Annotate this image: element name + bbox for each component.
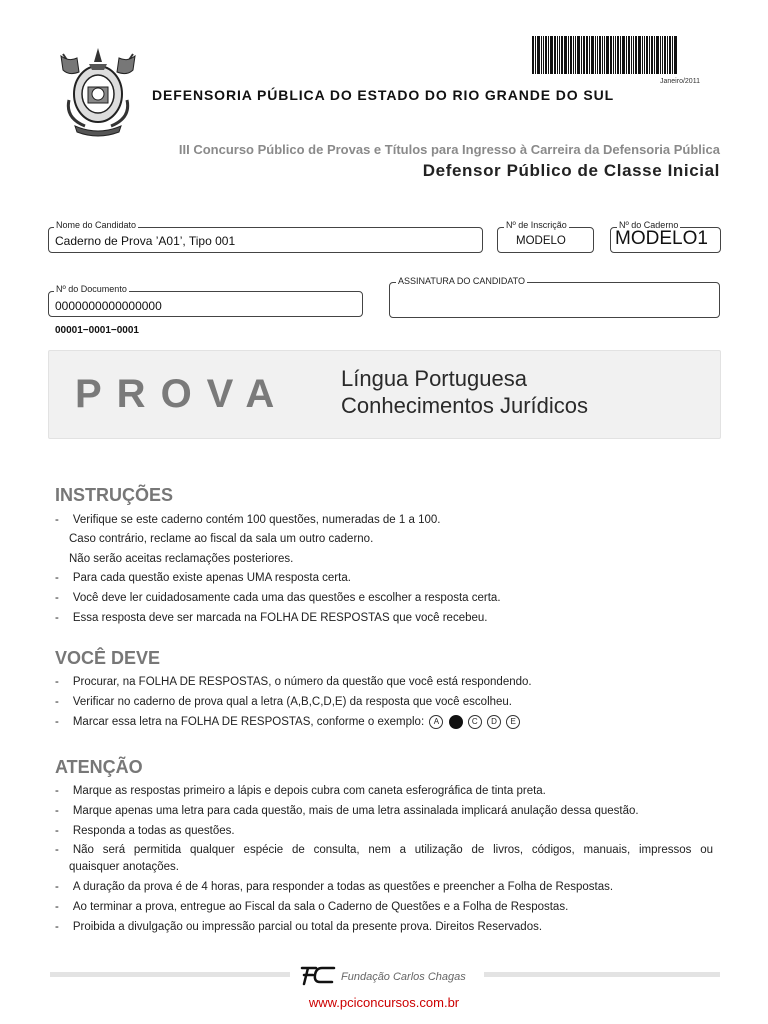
barcode-bar	[633, 36, 634, 74]
subject-2: Conhecimentos Jurídicos	[341, 393, 589, 418]
barcode-bar	[586, 36, 588, 74]
barcode-bar	[604, 36, 605, 74]
barcode-bar	[577, 36, 580, 74]
foundation-name: Fundação Carlos Chagas	[341, 971, 466, 983]
barcode-bar	[610, 36, 612, 74]
position-title: Defensor Público de Classe Inicial	[422, 161, 720, 180]
answer-bubble-d: D	[487, 715, 501, 729]
barcode-bar	[548, 36, 549, 74]
barcode-bar	[606, 36, 609, 74]
list-item: - Você deve ler cuidadosamente cada uma das questões e escolher a resposta certa.	[55, 592, 501, 604]
barcode-bar	[617, 36, 619, 74]
fcc-logo-icon	[298, 962, 338, 988]
barcode-bar	[559, 36, 560, 74]
list-item: - Proibida a divulgação ou impressão parcial ou total da presente prova. Direitos Reservados.	[55, 921, 543, 933]
document-number-label: Nº do Documento	[56, 284, 127, 294]
attention-heading: ATENÇÃO	[55, 757, 143, 777]
barcode-bar	[583, 36, 585, 74]
barcode-bar	[660, 36, 661, 74]
list-item: - Procurar, na FOLHA DE RESPOSTAS, o número da questão que você está respondendo.	[55, 676, 532, 688]
barcode-bar	[638, 36, 641, 74]
answer-bubble-e: E	[506, 715, 520, 729]
barcode-bar	[581, 36, 582, 74]
barcode-bar	[646, 36, 648, 74]
barcode-bar	[669, 36, 671, 74]
list-item: - Essa resposta deve ser marcada na FOLHA DE RESPOSTAS que você recebeu.	[55, 612, 488, 624]
barcode-bar	[564, 36, 567, 74]
barcode-bar	[613, 36, 614, 74]
answer-bubble-b-filled	[449, 715, 463, 729]
list-item: - Verifique se este caderno contém 100 questões, numeradas de 1 a 100.	[55, 514, 441, 526]
booklet-number-label: Nº do Caderno	[619, 220, 679, 230]
barcode-bar	[573, 36, 574, 74]
barcode-bar	[602, 36, 603, 74]
list-item: - Não será permitida qualquer espécie de consulta, nem a utilização de livros, códigos, manuais, impressos ou	[55, 844, 713, 856]
barcode-bar	[561, 36, 563, 74]
answer-bubble-c: C	[468, 715, 482, 729]
candidate-code: 00001−0001−0001	[55, 325, 139, 336]
barcode-bar	[554, 36, 556, 74]
coat-of-arms-icon	[55, 42, 141, 138]
barcode-bar	[570, 36, 572, 74]
list-item: - A duração da prova é de 4 horas, para responder a todas as questões e preencher a Folha de Respostas.	[55, 881, 614, 893]
document-number-value: 0000000000000000	[55, 299, 162, 313]
barcode-bar	[662, 36, 663, 74]
barcode-bar	[656, 36, 659, 74]
barcode-bar	[664, 36, 666, 74]
barcode-bar	[672, 36, 673, 74]
barcode-bar	[622, 36, 625, 74]
list-item: quaisquer anotações.	[69, 861, 179, 873]
barcode-bar	[642, 36, 643, 74]
registration-number-label: Nº de Inscrição	[506, 220, 567, 230]
barcode-bar	[589, 36, 590, 74]
list-item: - Marque apenas uma letra para cada questão, mais de uma letra assinalada implicará anulação dessa questão.	[55, 805, 639, 817]
barcode-bar	[532, 36, 534, 74]
barcode-bar	[568, 36, 569, 74]
footer-url-link[interactable]: www.pciconcursos.com.br	[308, 995, 460, 1010]
barcode-bar	[541, 36, 542, 74]
instructions-heading: INSTRUÇÕES	[55, 485, 174, 505]
barcode-bar	[599, 36, 601, 74]
barcode-date: Janeiro/2011	[660, 78, 700, 85]
barcode-bar	[628, 36, 630, 74]
subject-1: Língua Portuguesa	[341, 366, 527, 391]
you-must-heading: VOCÊ DEVE	[55, 648, 161, 668]
list-item: - Para cada questão existe apenas UMA resposta certa.	[55, 572, 351, 584]
barcode-bar	[635, 36, 637, 74]
barcode-bar	[591, 36, 594, 74]
barcode-bar	[626, 36, 627, 74]
barcode-bar	[537, 36, 540, 74]
exam-subtitle: III Concurso Público de Provas e Títulos para Ingresso à Carreira da Defensoria Pública	[178, 142, 720, 157]
signature-label: ASSINATURA DO CANDIDATO	[398, 276, 526, 286]
barcode-bar	[667, 36, 668, 74]
list-item: Caso contrário, reclame ao fiscal da sala um outro caderno.	[69, 533, 374, 545]
footer-rule-right	[484, 972, 720, 977]
list-item: - Verificar no caderno de prova qual a letra (A,B,C,D,E) da resposta que você escolheu.	[55, 696, 513, 708]
exam-word: PROVA	[75, 372, 290, 416]
organization-title: DEFENSORIA PÚBLICA DO ESTADO DO RIO GRANDE DO SUL	[152, 87, 615, 103]
booklet-number-value: MODELO1	[615, 228, 708, 249]
barcode-bar	[644, 36, 645, 74]
signature-field[interactable]	[389, 282, 720, 318]
barcode-bar	[595, 36, 596, 74]
barcode-bar	[575, 36, 576, 74]
barcode-bar	[631, 36, 632, 74]
list-item: - Marcar essa letra na FOLHA DE RESPOSTAS, conforme o exemplo: A C D E	[55, 715, 520, 729]
barcode-bar	[545, 36, 547, 74]
barcode-bar	[597, 36, 598, 74]
list-item: - Marque as respostas primeiro a lápis e depois cubra com caneta esferográfica de tinta preta.	[55, 785, 546, 797]
answer-bubble-a: A	[429, 715, 443, 729]
footer-rule-left	[50, 972, 290, 977]
barcode-bar	[651, 36, 653, 74]
list-item: - Responda a todas as questões.	[55, 825, 235, 837]
barcode-bar	[620, 36, 621, 74]
barcode-bar	[557, 36, 558, 74]
barcode-bar	[615, 36, 616, 74]
candidate-name-value: Caderno de Prova ’A01’, Tipo 001	[55, 234, 236, 248]
barcode-bar	[550, 36, 553, 74]
list-item: - Ao terminar a prova, entregue ao Fiscal da sala o Caderno de Questões e a Folha de Respostas.	[55, 901, 569, 913]
registration-number-value: MODELO	[516, 235, 566, 247]
candidate-name-label: Nome do Candidato	[56, 220, 137, 230]
barcode-bar	[674, 36, 677, 74]
list-item: Não serão aceitas reclamações posteriores.	[69, 553, 294, 565]
barcode-bar	[543, 36, 544, 74]
barcode	[532, 36, 720, 74]
barcode-bar	[654, 36, 655, 74]
barcode-bar	[535, 36, 536, 74]
barcode-bar	[649, 36, 650, 74]
